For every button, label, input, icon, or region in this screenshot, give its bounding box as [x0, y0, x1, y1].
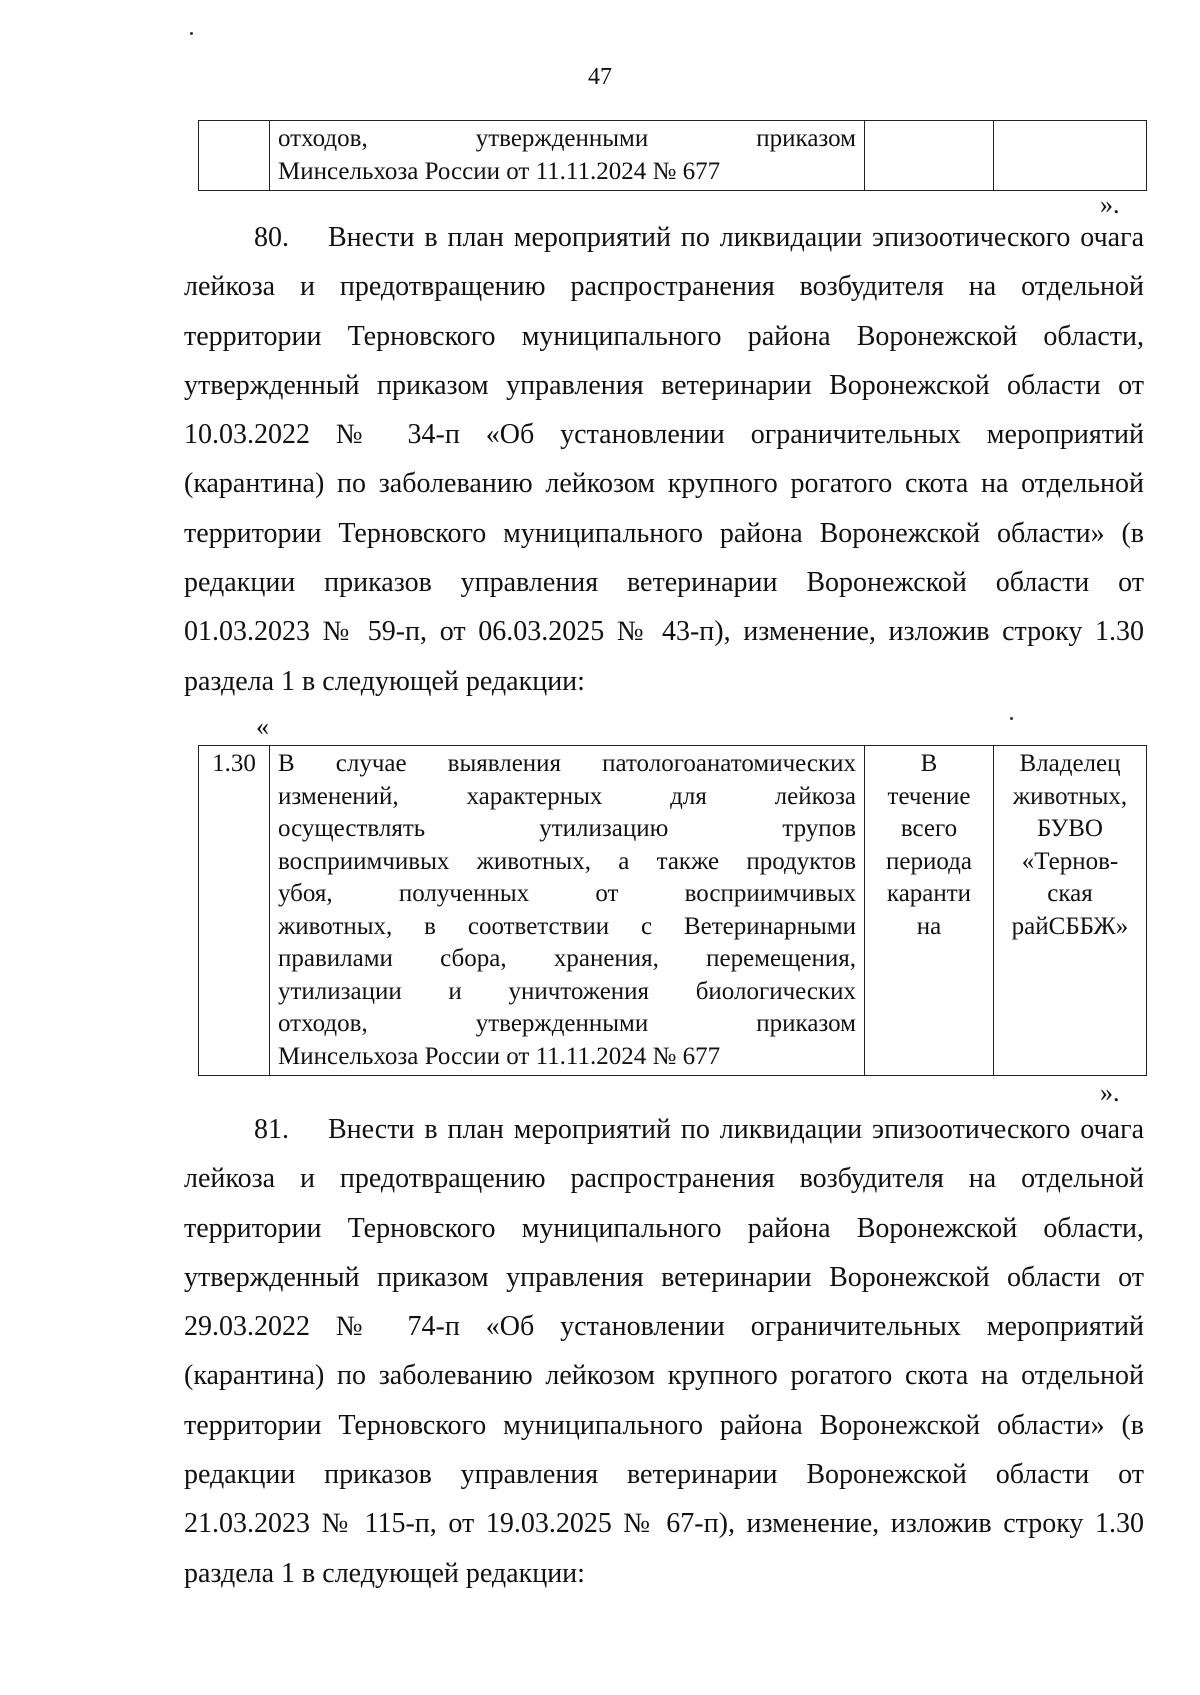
page-number: 47: [588, 64, 612, 90]
text-line: отходов, утвержденными приказом: [278, 125, 856, 152]
responsible-line: «Тернов-: [1021, 847, 1119, 875]
closing-quote: ».: [1100, 1078, 1120, 1107]
term-line: В: [920, 750, 938, 777]
text-line: животных, в соответствии с Ветеринарными: [278, 912, 856, 940]
text-line: Минсельхоза России от 11.11.2024 № 677: [278, 1042, 721, 1070]
table-cell-responsible: [994, 121, 1147, 191]
table-cell-responsible: [994, 746, 1147, 1076]
closing-quote: ».: [1100, 190, 1120, 219]
text-line: правилами сбора, хранения, перемещения,: [278, 945, 856, 972]
table-continued: [198, 120, 1147, 191]
paragraph-number: 81.: [254, 1114, 289, 1145]
text-line: отходов, утвержденными приказом: [278, 1010, 856, 1037]
table-row-1-30: [198, 745, 1147, 1076]
text-line: осуществлять утилизацию трупов: [278, 815, 856, 842]
text-line: изменений, характерных для лейкоза: [278, 782, 856, 810]
text-line: восприимчивых животных, а также продуктов: [278, 847, 856, 875]
paragraph-number: 80.: [254, 222, 289, 253]
paragraph-80: [184, 213, 1144, 706]
term-line: течение: [887, 782, 971, 810]
term-line: периода: [886, 847, 972, 875]
term-line: всего: [900, 815, 958, 842]
term-line: каранти: [886, 880, 972, 907]
responsible-line: Владелец: [1019, 750, 1121, 777]
table-cell-term: [865, 746, 994, 1076]
text-line: утилизации и уничтожения биологических: [278, 977, 856, 1005]
opening-quote: «: [256, 712, 269, 741]
responsible-line: райСББЖ»: [1011, 912, 1129, 940]
term-line: на: [916, 912, 942, 940]
text-line: убоя, полученных от восприимчивых: [278, 880, 856, 907]
responsible-line: животных,: [1012, 782, 1128, 810]
responsible-line: ская: [1047, 880, 1093, 907]
table-cell-text: [270, 121, 865, 191]
table-row: [199, 746, 1147, 1076]
scan-speck: [1010, 717, 1013, 720]
table-row: [199, 121, 1147, 191]
scan-speck: [190, 32, 193, 35]
table-cell-number: 1.30: [199, 746, 270, 1076]
paragraph-text: Внести в план мероприятий по ликвидации эпизоотического очага лейкоза и предотвращению распространения возбудителя на отдельной территории Терновского муниципального района Воронежской области, утвержденный приказом управления ветеринарии Воронежской области от 10.03.2022 № 34-п «Об установлении ограничительных мероприятий (карантина) по заболеванию лейкозом крупного рогатого скота на отдельной территории Терновского муниципального района Воронежской области» (в редакции приказов управления ветеринарии Воронежской области от 01.03.2023 № 59-п, от 06.03.2025 № 43-п), изменение, изложив строку 1.30 раздела 1 в следующей редакции:: [184, 222, 1144, 697]
table-cell-term: [865, 121, 994, 191]
text-line: Минсельхоза России от 11.11.2024 № 677: [278, 157, 721, 185]
text-line: В случае выявления патологоанатомических: [278, 750, 856, 777]
responsible-line: БУВО: [1037, 815, 1103, 842]
table-cell-number: [199, 121, 270, 191]
table-cell-text: [270, 746, 865, 1076]
paragraph-text: Внести в план мероприятий по ликвидации эпизоотического очага лейкоза и предотвращению распространения возбудителя на отдельной территории Терновского муниципального района Воронежской области, утвержденный приказом управления ветеринарии Воронежской области от 29.03.2022 № 74-п «Об установлении ограничительных мероприятий (карантина) по заболеванию лейкозом крупного рогатого скота на отдельной территории Терновского муниципального района Воронежской области» (в редакции приказов управления ветеринарии Воронежской области от 21.03.2023 № 115-п, от 19.03.2025 № 67-п), изменение, изложив строку 1.30 раздела 1 в следующей редакции:: [184, 1114, 1144, 1589]
paragraph-81: [184, 1105, 1144, 1598]
